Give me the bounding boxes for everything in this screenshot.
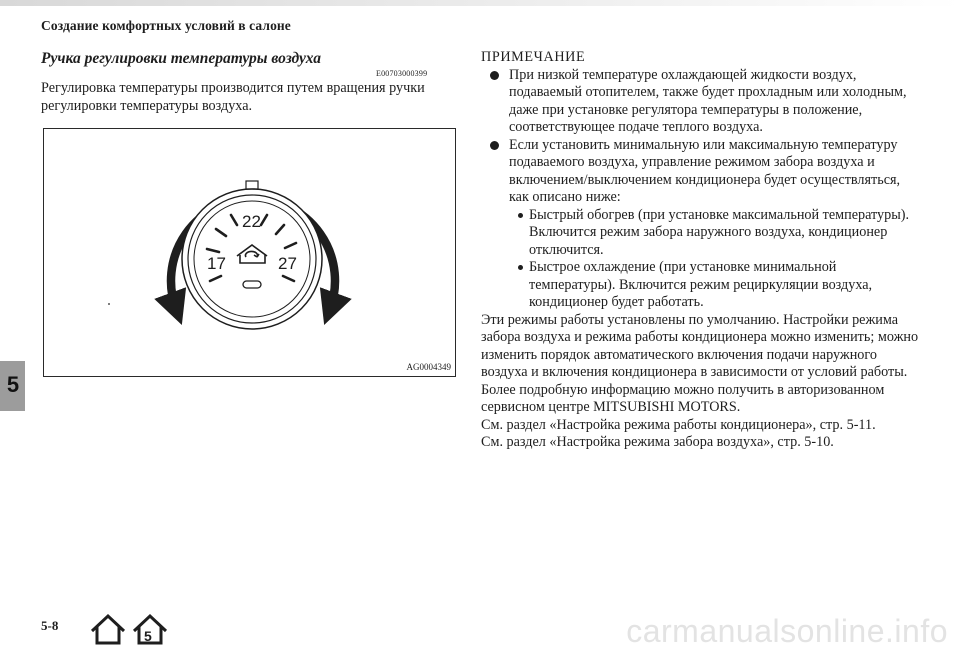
- note-paragraph: Эти режимы работы установлены по умолчанию. Настройки режима забора воздуха и режима работы кондиционера можно изменить; можно изменить порядок автоматического включения подачи наружного воздуха и включения кондиционера в зависимости от условий работы. Более подробную информацию можно получить в авторизованном сервисном центре MITSUBISHI MOTORS.: [481, 311, 919, 415]
- note-ref[interactable]: См. раздел «Настройка режима забора воздуха», стр. 5-10.: [481, 434, 834, 450]
- note-bullet: [481, 67, 921, 137]
- watermark: carmanualsonline.info: [626, 613, 948, 649]
- dial-label-mid: 22: [242, 212, 261, 231]
- chapter-home-label: 5: [144, 628, 152, 644]
- bullet-dot-icon: [490, 141, 499, 150]
- note-ref[interactable]: См. раздел «Настройка режима работы кондиционера», стр. 5-11.: [481, 416, 876, 433]
- temperature-dial-illustration: [44, 129, 457, 378]
- temperature-dial-figure: [43, 128, 456, 377]
- page-number: 5-8: [41, 618, 59, 633]
- dial-label-min: 17: [207, 254, 226, 273]
- dial-label-max: 27: [278, 254, 297, 273]
- note-bullet-text: Если установить минимальную или максимальную температуру подаваемого воздуха, управление режимом забора воздуха и включением/выключением кондиционера будет осуществляться, как описано ниже:: [509, 136, 901, 205]
- bullet-dot-icon: [490, 71, 499, 80]
- note-sub-bullet-text: Быстрое охлаждение (при установке минимальной температуры). Включится режим рециркуляции воздуха, кондиционер будет работать.: [529, 259, 873, 310]
- home-icon[interactable]: [92, 616, 124, 643]
- note-block: [481, 49, 921, 452]
- chapter-number: 5: [6, 372, 20, 397]
- note-title: ПРИМЕЧАНИЕ: [481, 49, 586, 65]
- sub-bullet-dot-icon: [518, 213, 523, 218]
- note-sub-bullet: [481, 207, 921, 260]
- note-bullet: [481, 137, 921, 207]
- figure-code: AG0004349: [406, 362, 451, 372]
- note-sub-bullet: [481, 259, 921, 312]
- sub-bullet-dot-icon: [518, 265, 523, 270]
- page-header-bar: [0, 0, 960, 6]
- footer-nav: [88, 611, 178, 647]
- note-bullets: [481, 67, 921, 312]
- intro-text: Регулировка температуры производится путем вращения ручки регулировки температуры воздуха.: [41, 80, 425, 114]
- chapter-home-icon[interactable]: [134, 616, 166, 644]
- note-bullet-text: При низкой температуре охлаждающей жидкости воздух, подаваемый отопителем, также будет прохладным или холодным, даже при установке регулятора температуры в положение, соответствующее подаче теплого воздуха.: [509, 66, 907, 135]
- note-sub-bullet-text: Быстрый обогрев (при установке максимальной температуры). Включится режим забора наружного воздуха, кондиционер отключится.: [529, 206, 910, 258]
- section-title: Ручка регулировки температуры воздуха: [41, 50, 321, 67]
- section-code: E00703000399: [376, 69, 428, 78]
- running-header: Создание комфортных условий в салоне: [41, 18, 291, 33]
